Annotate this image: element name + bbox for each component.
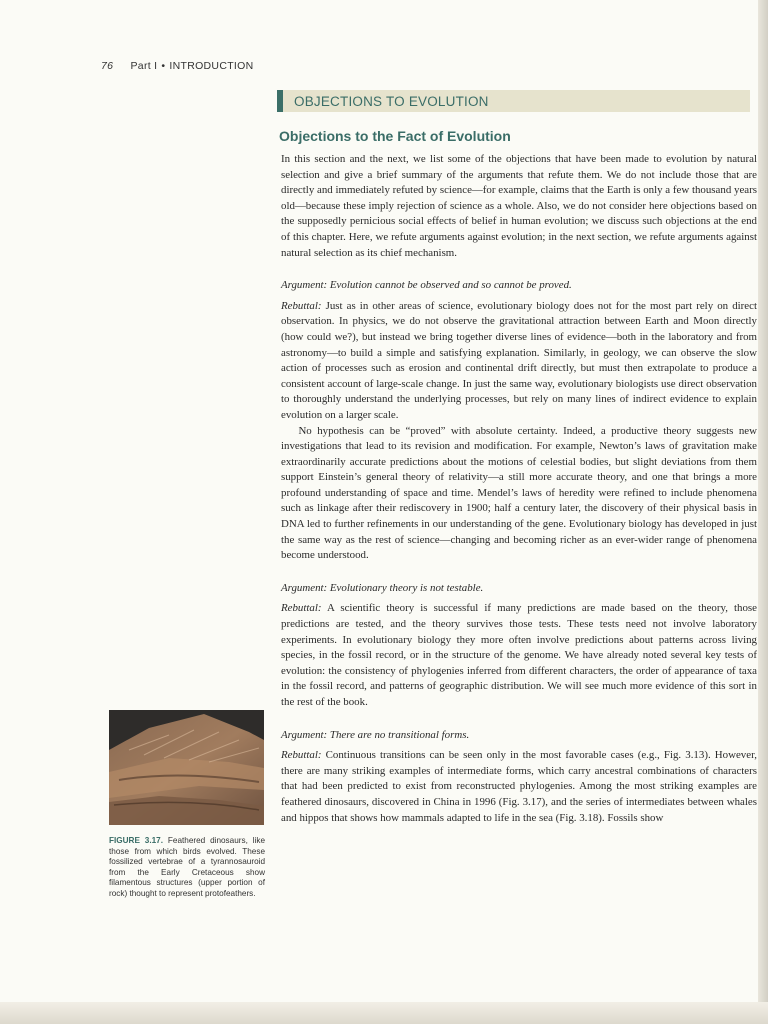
running-head-separator: • bbox=[161, 60, 166, 72]
rebuttal-label: Rebuttal: bbox=[281, 749, 322, 762]
rebuttal-paragraph-2 bbox=[281, 601, 757, 710]
body-paragraph-2: No hypothesis can be “proved” with absolute certainty. Indeed, a productive theory suggests new investigations that lead to its revision and modification. For example, Newton’s laws of gravitation make extraordinarily accurate predictions about the motions of celestial bodies, but slight deviations from them support Einstein’s general theory of relativity—a still more accurate theory, and one that brings a more profound understanding of space and time. Mendel’s laws of heredity were refined to include phenomena such as linkage after their rediscovery in 1900; half a century later, the discovery of their physical basis in DNA led to further refinements in our understanding of the gene. Evolutionary biology has developed in just the same way as the rest of science—changing and becoming richer as an ever-wider range of phenomena become understood. bbox=[281, 424, 757, 562]
running-head bbox=[101, 60, 253, 72]
page-bottom-edge bbox=[0, 1002, 768, 1024]
section-heading-bar bbox=[277, 90, 750, 112]
rebuttal-label: Rebuttal: bbox=[281, 602, 322, 615]
part-label: Part I bbox=[130, 60, 158, 72]
chapter-label: INTRODUCTION bbox=[169, 60, 254, 72]
page-number: 76 bbox=[101, 60, 114, 72]
section-marker bbox=[277, 90, 283, 112]
subsection-title: Objections to the Fact of Evolution bbox=[279, 128, 511, 144]
figure-caption bbox=[109, 836, 265, 900]
figure-caption-text: Feathered dinosaurs, like those from which birds evolved. These fossilized vertebrae of a tyrannosauroid from the Early Cretaceous show filamentous structures (upper portion of rock) thought to represent protofeathers. bbox=[109, 836, 266, 898]
page-edge bbox=[758, 0, 768, 1024]
argument-heading-3: Argument: There are no transitional forms. bbox=[281, 728, 470, 741]
rebuttal-text-1: Just as in other areas of science, evolutionary biology does not for the most part rely on direct observation. In physics, we do not observe the gravitational attraction between Earth and Moon directly (how could we?), but instead we bring together diverse lines of evidence—both in the laboratory and from astronomy—to build a simple and satisfying explanation. Similarly, in geology, we can observe the slow action of processes such as erosion and continental drift directly, but must then extrapolate to produce a consistent account of large-scale change. In just the same way, evolutionary biologists use direct observation to thoroughly understand the underlying processes, but rely on many lines of indirect evidence to explain evolution on a larger scale. bbox=[281, 299, 757, 421]
section-title: OBJECTIONS TO EVOLUTION bbox=[294, 93, 489, 109]
rebuttal-paragraph-3 bbox=[281, 748, 757, 826]
figure-label: FIGURE 3.17. bbox=[109, 836, 164, 845]
fossil-rock-image bbox=[109, 710, 264, 825]
fossil-photo bbox=[109, 710, 264, 825]
rebuttal-text-2: A scientific theory is successful if many predictions are made based on the theory, those predictions are tested, and the theory survives those tests. These tests need not involve laboratory experiments. In evolutionary biology they more often involve predictions about patterns across living species, in the fossil record, or in the structure of the genome. We have already noted several key tests of evolution: the consistency of phylogenies inferred from different characters, the order of appearance of taxa in the fossil record, and patterns of geographic distribution. We will see much more evidence of this sort in the rest of the book. bbox=[281, 602, 758, 708]
argument-heading-1: Argument: Evolution cannot be observed and so cannot be proved. bbox=[281, 279, 572, 292]
rebuttal-text-3: Continuous transitions can be seen only in the most favorable cases (e.g., Fig. 3.13). However, there are many striking examples of intermediate forms, which carry ancestral combinations of characters that had been predicted to exist from reconstructed phylogenies. Among the most striking examples are feathered dinosaurs, discovered in China in 1996 (Fig. 3.17), and the series of intermediates between whales and hippos that shows how mammals adapted to life in the sea (Fig. 3.18). Fossils show bbox=[281, 749, 757, 824]
rebuttal-label: Rebuttal: bbox=[281, 299, 322, 312]
rebuttal-paragraph-1 bbox=[281, 299, 757, 424]
intro-paragraph: In this section and the next, we list some of the objections that have been made to evolution by natural selection and give a brief summary of the arguments that refute them. We do not include those that are directly and immediately refuted by science—for example, claims that the Earth is only a few thousand years old—because these imply rejection of science as a whole. Also, we do not consider here objections based on the supposedly pernicious social effects of belief in human evolution; we discuss such objections at the end of this chapter. Here, we refute arguments against evolution; in the next section, we refute arguments against natural selection as its chief mechanism. bbox=[281, 153, 757, 259]
argument-heading-2: Argument: Evolutionary theory is not testable. bbox=[281, 581, 484, 594]
body-text bbox=[281, 152, 757, 826]
